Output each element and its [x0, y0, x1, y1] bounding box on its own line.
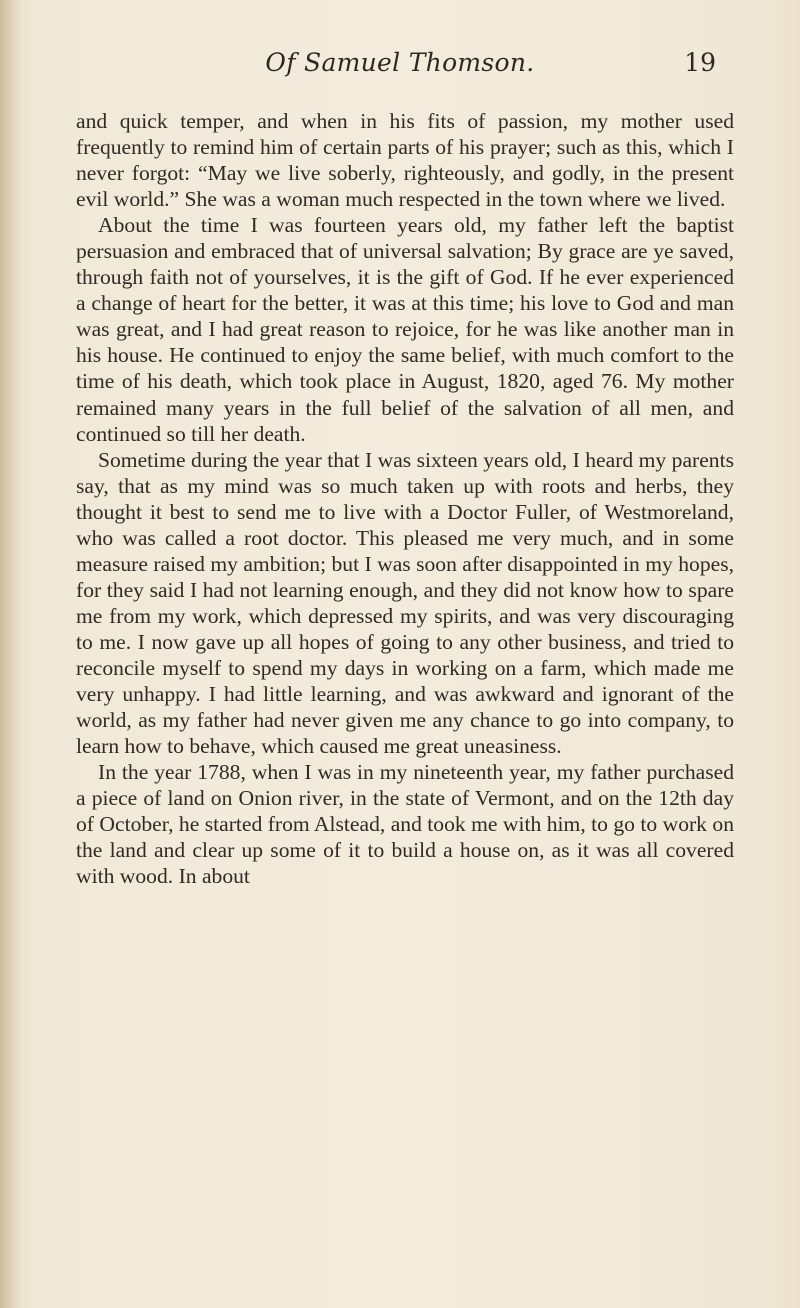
paragraph-root-doctor: Sometime during the year that I was sixteen years old, I heard my parents say, that as my mind was so much taken up with roots and herbs, they thought it best to send me to live with a Doctor Fuller, of Westmoreland, who was called a root doctor. This pleased me very much, and in some measure raised my ambition; but I was soon after disappointed in my hopes, for they said I had not learning enough, and they did not know how to spare me from my work, which depressed my spirits, and was very discouraging to me. I now gave up all hopes of going to any other business, and tried to reconcile myself to spend my days in working on a farm, which made me very unhappy. I had little learning, and was awkward and ignorant of the world, as my father had never given me any chance to go into company, to learn how to behave, which caused me great uneasiness.: [76, 447, 734, 759]
body-text: [76, 108, 734, 889]
paragraph-universal-salvation: About the time I was fourteen years old, my father left the baptist persuasion and embraced that of universal salvation; By grace are ye saved, through faith not of yourselves, it is the gift of God. If he ever experienced a change of heart for the better, it was at this time; his love to God and man was great, and I had great reason to rejoice, for he was like another man in his house. He continued to enjoy the same belief, with much comfort to the time of his death, which took place in August, 1820, aged 76. My mother remained many years in the full belief of the salvation of all men, and continued so till her death.: [76, 213, 734, 446]
page-number: 19: [684, 48, 716, 77]
paragraph-continuation: and quick temper, and when in his fits of passion, my mother used frequently to remind him of certain parts of his prayer; such as this, which I never forgot: “May we live soberly, righteously, and godly, in the present evil world.” She was a woman much respected in the town where we lived.: [76, 109, 734, 212]
paragraph-vermont-land: In the year 1788, when I was in my nineteenth year, my father purchased a piece of land on Onion river, in the state of Vermont, and on the 12th day of October, he started from Alstead, and took me with him, to go to work on the land and clear up some of it to build a house on, as it was all covered with wood. In about: [76, 760, 734, 889]
running-title: Of Samuel Thomson.: [265, 48, 535, 77]
running-head: [0, 48, 800, 88]
page-binding-edge: [0, 0, 22, 1308]
